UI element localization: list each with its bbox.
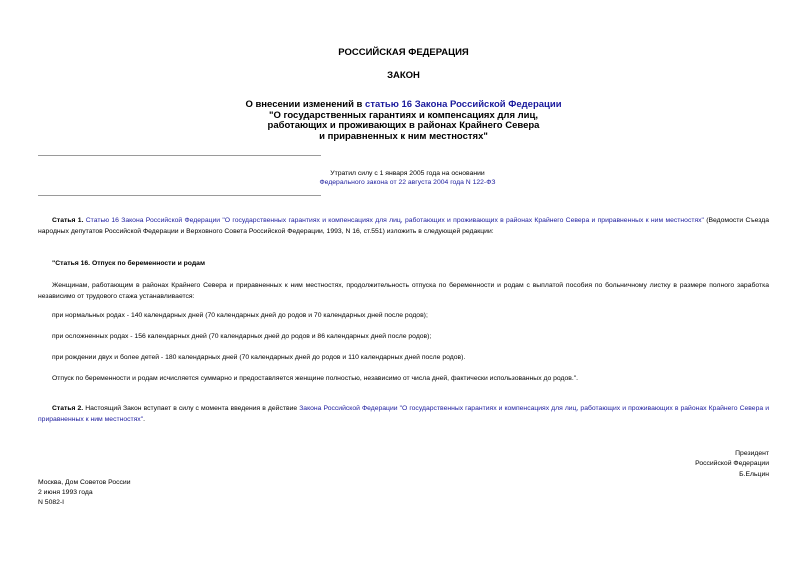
signature-block	[695, 449, 769, 480]
article-2-label: Статья 2.	[52, 405, 84, 412]
article-16-link[interactable]: статью 16 Закона Российской Федерации	[365, 99, 562, 110]
signature-name: Б.Ельцин	[739, 470, 769, 478]
article-1-text: (Ведомости Съезда народных депутатов Российской Федерации и Верховного Совета Российской Федерации, 1993, N 16, ст.551) изложить в следующей редакции:	[38, 217, 769, 235]
article-16-heading: "Статья 16. Отпуск по беременности и родам	[52, 260, 205, 267]
article-1-label: Статья 1.	[52, 217, 84, 224]
divider-bottom	[38, 195, 321, 196]
article-2-text: Настоящий Закон вступает в силу с момента введения в действие	[83, 405, 300, 412]
law-title	[0, 100, 807, 142]
country-title: РОССИЙСКАЯ ФЕДЕРАЦИЯ	[338, 47, 469, 58]
list-item: при нормальных родах - 140 календарных дней (70 календарных дней до родов и 70 календарных дней после родов);	[52, 312, 428, 319]
law-title-line-2: "О государственных гарантиях и компенсациях для лиц,	[269, 109, 538, 121]
signing-date: 2 июня 1993 года	[38, 488, 93, 496]
list-item: при осложненных родах - 156 календарных дней (70 календарных дней до родов и 86 календарных дней после родов);	[52, 333, 432, 340]
signature-title: Президент	[735, 450, 769, 457]
law-number: N 5082-I	[38, 498, 65, 506]
article-1-law-link[interactable]: Статью 16 Закона Российской Федерации "О государственных гарантиях и компенсациях для лиц, работающих и проживающих в районах Крайнего Севера и приравненных к ним местностях"	[85, 217, 704, 224]
article-2-law-link[interactable]: Закона Российской Федерации "О государственных гарантиях и компенсациях для лиц, работающих и проживающих в районах Крайнего Севера и приравненных к ним местностях"	[38, 405, 769, 423]
list-item: при рождении двух и более детей - 180 календарных дней (70 календарных дней до родов и 110 календарных дней после родов).	[52, 354, 466, 361]
article-2-text-end: .	[143, 415, 146, 423]
validity-line: Утратил силу с 1 января 2005 года на основании	[330, 170, 485, 177]
document-type: ЗАКОН	[387, 70, 420, 81]
signing-place: Москва, Дом Советов России	[38, 479, 131, 486]
signature-country: Российской Федерации	[695, 460, 769, 468]
article-16-intro: Женщинам, работающим в районах Крайнего Севера и приравненных к ним местностях, продолжительность отпуска по беременности и родам с выплатой пособия по больничному листку в размере полного заработка независимо от трудового стажа устанавливается:	[38, 282, 769, 300]
article-2	[38, 404, 769, 425]
signing-details	[38, 478, 131, 507]
law-title-prefix: О внесении изменений в	[245, 99, 366, 110]
divider-top	[38, 155, 321, 156]
article-16-closing: Отпуск по беременности и родам исчисляется суммарно и предоставляется женщине полностью, независимо от числа дней, фактически использованных до родов.".	[52, 375, 579, 382]
law-title-line-4: и приравненных к ним местностях"	[319, 130, 488, 142]
validity-note	[0, 170, 807, 187]
repeal-law-link[interactable]: Федерального закона от 22 августа 2004 года N 122-ФЗ	[319, 178, 496, 186]
law-title-line-1	[0, 100, 807, 111]
article-1	[38, 216, 769, 237]
law-title-line-3: работающих и проживающих в районах Крайнего Севера	[267, 120, 540, 131]
